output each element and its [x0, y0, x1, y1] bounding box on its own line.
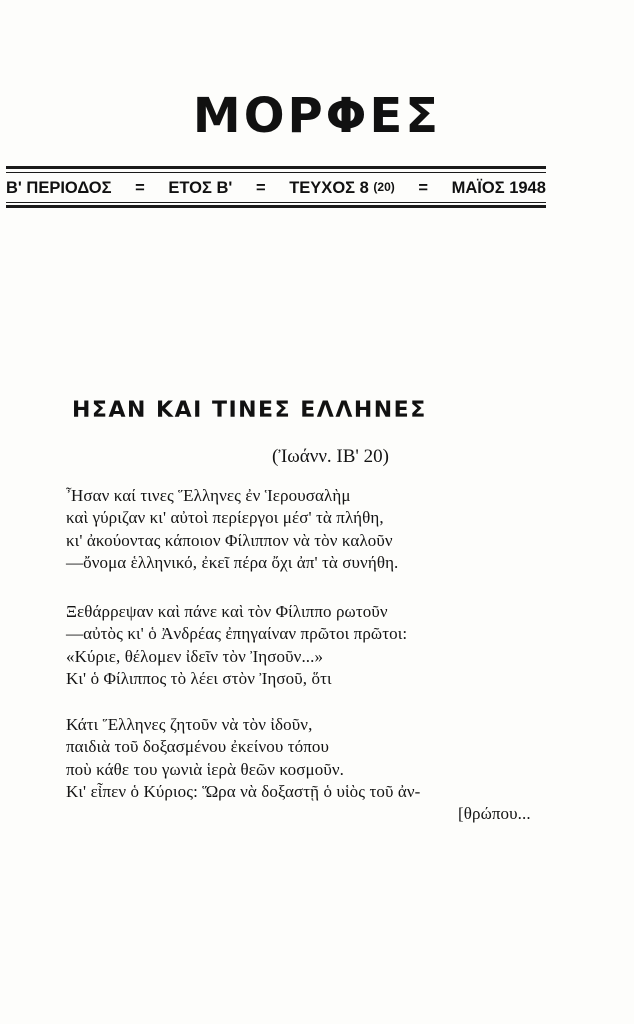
- poem-stanza: [66, 714, 566, 825]
- header-rule-bottom-thin: [6, 202, 546, 203]
- verse-line: ποὺ κάθε του γωνιὰ ἱερὰ θεῶν κοσμοῦν.: [66, 759, 345, 779]
- issue-year: ΕΤΟΣ Β': [168, 178, 233, 197]
- verse-line: καὶ γύριζαν κι' αὐτοὶ περίεργοι μέσ' τὰ πλήθη,: [66, 508, 384, 528]
- header-rule-top-thin: [6, 172, 546, 173]
- verse-line: Ἦσαν καί τινες Ἕλληνες ἐν Ἱερουσαλὴμ: [66, 486, 351, 505]
- magazine-title: ΜΟΡΦΕΣ: [192, 88, 442, 144]
- verse-line: Κι' εἶπεν ὁ Κύριος: Ὥρα νὰ δοξαστῇ ὁ υἱὸς τοῦ ἀν-: [66, 781, 421, 801]
- header-rule-bottom-thick: [6, 205, 546, 208]
- verse-line: Ξεθάρρεψαν καὶ πάνε καὶ τὸν Φίλιππο ρωτοῦν: [66, 602, 388, 621]
- issue-separator: =: [418, 178, 429, 197]
- issue-number: (20): [373, 179, 395, 194]
- verse-line: Κάτι Ἕλληνες ζητοῦν νὰ τὸν ἰδοῦν,: [66, 715, 313, 734]
- issue-period: Β' ΠΕΡΙΟΔΟΣ: [6, 178, 112, 197]
- issue-label: ΤΕΥΧΟΣ 8: [289, 178, 369, 197]
- verse-line: —ὄνομα ἑλληνικό, ἐκεῖ πέρα ὄχι ἀπ' τὰ συνήθη.: [66, 552, 399, 572]
- verse-line: —αὐτὸς κι' ὁ Ἀνδρέας ἐπηγαίναν πρῶτοι πρῶτοι:: [66, 624, 408, 644]
- issue-volume: [289, 179, 395, 198]
- issue-date: ΜΑΪΟΣ 1948: [451, 178, 546, 197]
- verse-line: Κι' ὁ Φίλιππος τὸ λέει στὸν Ἰησοῦ, ὅτι: [66, 668, 332, 688]
- poem-title: ΗΣΑΝ ΚΑΙ ΤΙΝΕΣ ΕΛΛΗΝΕΣ: [72, 398, 427, 423]
- issue-info-line: [6, 176, 546, 200]
- issue-separator: =: [255, 178, 266, 197]
- verse-line: κι' ἀκούοντας κάποιον Φίλιππον νὰ τὸν καλοῦν: [66, 530, 393, 550]
- poem-stanza: [66, 601, 566, 690]
- poem-stanza: [66, 485, 566, 574]
- scripture-reference: (Ἰωάνν. ΙΒ' 20): [272, 446, 389, 467]
- verse-continuation: [θρώπου...: [458, 804, 531, 824]
- verse-line: «Κύριε, θέλομεν ἰδεῖν τὸν Ἰησοῦν...»: [66, 646, 324, 666]
- header-rule-top-thick: [6, 166, 546, 169]
- verse-line: παιδιὰ τοῦ δοξασμένου ἐκείνου τόπου: [66, 737, 330, 757]
- issue-separator: =: [135, 178, 145, 197]
